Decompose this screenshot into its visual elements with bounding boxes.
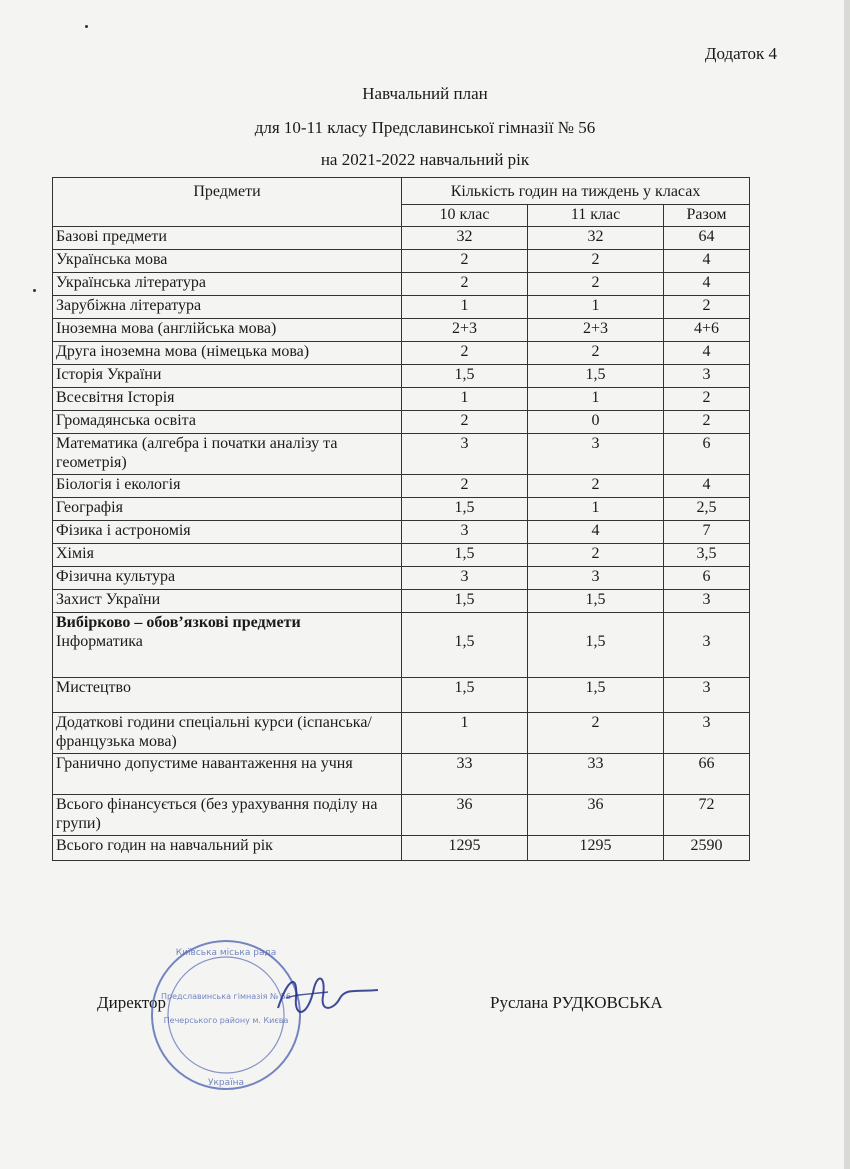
cell-total: 4 (664, 475, 750, 498)
table-row (53, 544, 750, 567)
cell-grade-11: 3 (528, 567, 664, 590)
cell-subject: Друга іноземна мова (німецька мова) (53, 342, 402, 365)
cell-grade-11: 3 (528, 434, 664, 475)
cell-grade-11: 33 (528, 754, 664, 795)
cell-grade-10: 3 (402, 521, 528, 544)
cell-subject: Українська мова (53, 250, 402, 273)
stamp-text: Предславинська гімназія № 56 (161, 992, 291, 1001)
cell-grade-11: 4 (528, 521, 664, 544)
appendix-label: Додаток 4 (704, 44, 777, 63)
cell-total: 3 (664, 590, 750, 613)
header-grade-10: 10 клас (402, 205, 528, 227)
cell-grade-11: 1,5 (528, 590, 664, 613)
cell-grade-10: 3 (402, 434, 528, 475)
cell-grade-11: 0 (528, 411, 664, 434)
cell-total: 2,5 (664, 498, 750, 521)
cell-grade-11: 2 (528, 250, 664, 273)
cell-subject: Додаткові години спеціальні курси (іспанська/французька мова) (53, 713, 402, 754)
table-body (53, 678, 750, 861)
elective-header: Вибірково – обов’язкові предмети (56, 614, 301, 631)
cell-grade-10: 32 (402, 227, 528, 250)
table-row (53, 388, 750, 411)
table-row (53, 678, 750, 713)
director-label: Директор (97, 993, 166, 1012)
cell-grade-10: 1,5 (402, 365, 528, 388)
cell-grade-11: 1295 (528, 836, 664, 861)
director-signature (268, 968, 388, 1028)
cell-grade-11: 36 (528, 795, 664, 836)
table-row (53, 250, 750, 273)
plan-year: на 2021-2022 навчальний рік (320, 150, 530, 169)
cell-total: 2 (664, 296, 750, 319)
cell-grade-10: 1,5 (402, 590, 528, 613)
header-grade-11: 11 клас (528, 205, 664, 227)
cell-grade-10: 2+3 (402, 319, 528, 342)
plan-title: Навчальний план (362, 84, 488, 103)
cell-grade-11: 2 (528, 544, 664, 567)
cell-total: 3,5 (664, 544, 750, 567)
table-row (53, 567, 750, 590)
cell-grade-11: 2 (528, 273, 664, 296)
table-row (53, 795, 750, 836)
cell-subject: Захист України (53, 590, 402, 613)
cell-grade-10: 1295 (402, 836, 528, 861)
cell-total: 6 (664, 567, 750, 590)
table-row (53, 613, 750, 678)
table-row (53, 475, 750, 498)
cell-grade-11: 1,5 (528, 613, 664, 678)
cell-grade-10: 2 (402, 250, 528, 273)
stamp-text: Україна (207, 1078, 245, 1088)
cell-grade-10: 1,5 (402, 678, 528, 713)
cell-total: 4+6 (664, 319, 750, 342)
cell-subject: Математика (алгебра і початки аналізу та геометрія) (53, 434, 402, 475)
cell-total: 72 (664, 795, 750, 836)
table-row (53, 411, 750, 434)
cell-total: 6 (664, 434, 750, 475)
cell-total: 4 (664, 342, 750, 365)
cell-total: 7 (664, 521, 750, 544)
cell-grade-10: 2 (402, 411, 528, 434)
cell-grade-10: 1 (402, 388, 528, 411)
cell-subject: Громадянська освіта (53, 411, 402, 434)
cell-subject: Мистецтво (53, 678, 402, 713)
cell-total: 64 (664, 227, 750, 250)
cell-total: 3 (664, 613, 750, 678)
table-row (53, 342, 750, 365)
cell-grade-11: 1 (528, 388, 664, 411)
cell-subject: Географія (53, 498, 402, 521)
cell-grade-11: 1,5 (528, 678, 664, 713)
cell-grade-10: 1 (402, 713, 528, 754)
stamp-text: Печерського району м. Києва (163, 1016, 289, 1025)
cell-grade-11: 2 (528, 475, 664, 498)
table-row (53, 365, 750, 388)
stamp-text: Київська міська рада (175, 948, 277, 958)
table-row (53, 273, 750, 296)
table-row (53, 227, 750, 250)
cell-grade-10: 1 (402, 296, 528, 319)
page-edge (844, 0, 850, 1169)
table-row (53, 754, 750, 795)
cell-subject: Іноземна мова (англійська мова) (53, 319, 402, 342)
cell-total: 3 (664, 678, 750, 713)
cell-total: 66 (664, 754, 750, 795)
table-row (53, 434, 750, 475)
plan-subtitle: для 10-11 класу Предславинської гімназії № 56 (254, 118, 596, 137)
cell-total: 3 (664, 713, 750, 754)
cell-grade-11: 2 (528, 713, 664, 754)
cell-grade-10: 33 (402, 754, 528, 795)
cell-grade-11: 2+3 (528, 319, 664, 342)
cell-grade-10: 1,5 (402, 544, 528, 567)
table-row (53, 836, 750, 861)
scan-speck (85, 25, 88, 28)
cell-subject: Хімія (53, 544, 402, 567)
cell-subject: Всесвітня Історія (53, 388, 402, 411)
header-total: Разом (664, 205, 750, 227)
table-row (53, 713, 750, 754)
cell-subject: Базові предмети (53, 227, 402, 250)
cell-subject: Всього годин на навчальний рік (53, 836, 402, 861)
table-row (53, 590, 750, 613)
cell-total: 3 (664, 365, 750, 388)
header-subjects: Предмети (53, 178, 402, 227)
cell-subject: Гранично допустиме навантаження на учня (53, 754, 402, 795)
cell-grade-10: 3 (402, 567, 528, 590)
cell-total: 2 (664, 411, 750, 434)
table-row (53, 296, 750, 319)
cell-grade-10: 36 (402, 795, 528, 836)
cell-subject: Історія України (53, 365, 402, 388)
cell-total: 2590 (664, 836, 750, 861)
cell-grade-11: 1 (528, 296, 664, 319)
cell-total: 4 (664, 273, 750, 296)
cell-grade-11: 32 (528, 227, 664, 250)
cell-total: 4 (664, 250, 750, 273)
director-name: Руслана РУДКОВСЬКА (490, 993, 663, 1012)
cell-grade-10: 2 (402, 475, 528, 498)
header-hours: Кількість годин на тиждень у класах (402, 178, 750, 205)
cell-grade-11: 2 (528, 342, 664, 365)
cell-subject: Інформатика (56, 633, 143, 650)
cell-subject: Всього фінансується (без урахування поділу на групи) (53, 795, 402, 836)
cell-grade-10: 2 (402, 273, 528, 296)
cell-subject: Українська література (53, 273, 402, 296)
table-row (53, 521, 750, 544)
table-row (53, 319, 750, 342)
cell-grade-11: 1,5 (528, 365, 664, 388)
cell-grade-11: 1 (528, 498, 664, 521)
cell-grade-10: 1,5 (402, 613, 528, 678)
cell-subject: Біологія і екологія (53, 475, 402, 498)
cell-subject: Зарубіжна література (53, 296, 402, 319)
cell-subject: Фізична культура (53, 567, 402, 590)
cell-total: 2 (664, 388, 750, 411)
table-body (53, 227, 750, 613)
cell-subject: Фізика і астрономія (53, 521, 402, 544)
table-row (53, 498, 750, 521)
cell-grade-10: 2 (402, 342, 528, 365)
scan-speck (33, 289, 36, 292)
cell-grade-10: 1,5 (402, 498, 528, 521)
curriculum-table (52, 177, 750, 861)
